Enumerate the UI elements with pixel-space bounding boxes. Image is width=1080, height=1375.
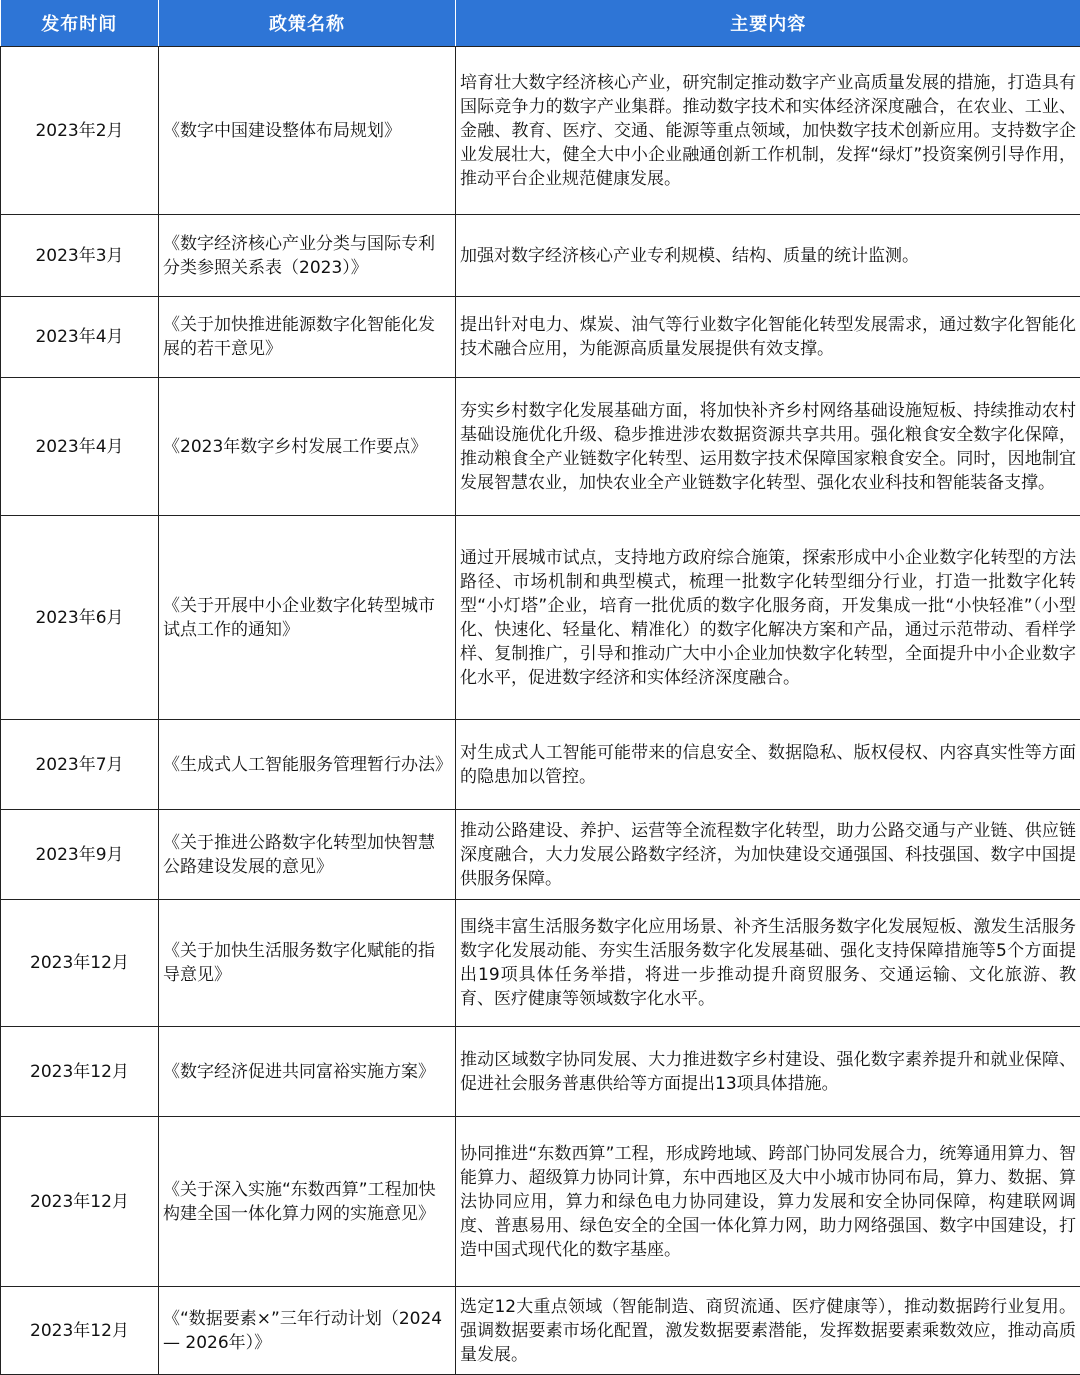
- content-cell: 对生成式人工智能可能带来的信息安全、数据隐私、版权侵权、内容真实性等方面的隐患加以管控。: [456, 720, 1080, 810]
- date-cell: 2023年4月: [1, 297, 159, 378]
- table-row: [1, 516, 1080, 720]
- table-row: [1, 900, 1080, 1027]
- date-cell: 2023年4月: [1, 378, 159, 516]
- name-cell: 《生成式人工智能服务管理暂行办法》: [159, 720, 456, 810]
- header-content: 主要内容: [456, 0, 1080, 47]
- date-cell: 2023年12月: [1, 1117, 159, 1287]
- date-cell: 2023年12月: [1, 1027, 159, 1117]
- name-cell: 《关于深入实施“东数西算”工程加快构建全国一体化算力网的实施意见》: [159, 1117, 456, 1287]
- table-row: [1, 215, 1080, 297]
- table-row: [1, 1117, 1080, 1287]
- name-cell: 《关于推进公路数字化转型加快智慧公路建设发展的意见》: [159, 810, 456, 900]
- content-cell: 提出针对电力、煤炭、油气等行业数字化智能化转型发展需求，通过数字化智能化技术融合应用，为能源高质量发展提供有效支撑。: [456, 297, 1080, 378]
- header-row: [1, 0, 1080, 47]
- content-cell: 培育壮大数字经济核心产业，研究制定推动数字产业高质量发展的措施，打造具有国际竞争力的数字产业集群。推动数字技术和实体经济深度融合，在农业、工业、金融、教育、医疗、交通、能源等重点领域，加快数字技术创新应用。支持数字企业发展壮大，健全大中小企业融通创新工作机制，发挥“绿灯”投资案例引导作用，推动平台企业规范健康发展。: [456, 47, 1080, 215]
- table-row: [1, 47, 1080, 215]
- content-cell: 通过开展城市试点，支持地方政府综合施策，探索形成中小企业数字化转型的方法路径、市场机制和典型模式，梳理一批数字化转型细分行业，打造一批数字化转型“小灯塔”企业，培育一批优质的数字化服务商，开发集成一批“小快轻准”（小型化、快速化、轻量化、精准化）的数字化解决方案和产品，通过示范带动、看样学样、复制推广，引导和推动广大中小企业加快数字化转型，全面提升中小企业数字化水平，促进数字经济和实体经济深度融合。: [456, 516, 1080, 720]
- date-cell: 2023年2月: [1, 47, 159, 215]
- name-cell: 《数字中国建设整体布局规划》: [159, 47, 456, 215]
- header-date: 发布时间: [1, 0, 159, 47]
- header-name: 政策名称: [159, 0, 456, 47]
- content-cell: 围绕丰富生活服务数字化应用场景、补齐生活服务数字化发展短板、激发生活服务数字化发展动能、夯实生活服务数字化发展基础、强化支持保障措施等5个方面提出19项具体任务举措，将进一步推动提升商贸服务、交通运输、文化旅游、教育、医疗健康等领域数字化水平。: [456, 900, 1080, 1027]
- name-cell: 《数字经济核心产业分类与国际专利分类参照关系表（2023）》: [159, 215, 456, 297]
- name-cell: 《关于加快生活服务数字化赋能的指导意见》: [159, 900, 456, 1027]
- date-cell: 2023年7月: [1, 720, 159, 810]
- name-cell: 《关于加快推进能源数字化智能化发展的若干意见》: [159, 297, 456, 378]
- name-cell: 《“数据要素×”三年行动计划（2024— 2026年）》: [159, 1287, 456, 1375]
- date-cell: 2023年3月: [1, 215, 159, 297]
- table-row: [1, 720, 1080, 810]
- name-cell: 《数字经济促进共同富裕实施方案》: [159, 1027, 456, 1117]
- date-cell: 2023年6月: [1, 516, 159, 720]
- table-row: [1, 1287, 1080, 1375]
- date-cell: 2023年12月: [1, 1287, 159, 1375]
- table-row: [1, 1027, 1080, 1117]
- content-cell: 夯实乡村数字化发展基础方面，将加快补齐乡村网络基础设施短板、持续推动农村基础设施优化升级、稳步推进涉农数据资源共享共用。强化粮食安全数字化保障，推动粮食全产业链数字化转型、运用数字技术保障国家粮食安全。同时，因地制宜发展智慧农业，加快农业全产业链数字化转型、强化农业科技和智能装备支撑。: [456, 378, 1080, 516]
- name-cell: 《2023年数字乡村发展工作要点》: [159, 378, 456, 516]
- content-cell: 推动区域数字协同发展、大力推进数字乡村建设、强化数字素养提升和就业保障、促进社会服务普惠供给等方面提出13项具体措施。: [456, 1027, 1080, 1117]
- table-row: [1, 810, 1080, 900]
- date-cell: 2023年12月: [1, 900, 159, 1027]
- table-row: [1, 297, 1080, 378]
- name-cell: 《关于开展中小企业数字化转型城市试点工作的通知》: [159, 516, 456, 720]
- content-cell: 选定12大重点领域（智能制造、商贸流通、医疗健康等），推动数据跨行业复用。强调数据要素市场化配置，激发数据要素潜能，发挥数据要素乘数效应，推动高质量发展。: [456, 1287, 1080, 1375]
- table-header: [1, 0, 1080, 47]
- date-cell: 2023年9月: [1, 810, 159, 900]
- content-cell: 协同推进“东数西算”工程，形成跨地域、跨部门协同发展合力，统筹通用算力、智能算力、超级算力协同计算，东中西地区及大中小城市协同布局，算力、数据、算法协同应用，算力和绿色电力协同建设，算力发展和安全协同保障，构建联网调度、普惠易用、绿色安全的全国一体化算力网，助力网络强国、数字中国建设，打造中国式现代化的数字基座。: [456, 1117, 1080, 1287]
- content-cell: 加强对数字经济核心产业专利规模、结构、质量的统计监测。: [456, 215, 1080, 297]
- table-row: [1, 378, 1080, 516]
- content-cell: 推动公路建设、养护、运营等全流程数字化转型，助力公路交通与产业链、供应链深度融合，大力发展公路数字经济，为加快建设交通强国、科技强国、数字中国提供服务保障。: [456, 810, 1080, 900]
- table-body: [1, 47, 1080, 1375]
